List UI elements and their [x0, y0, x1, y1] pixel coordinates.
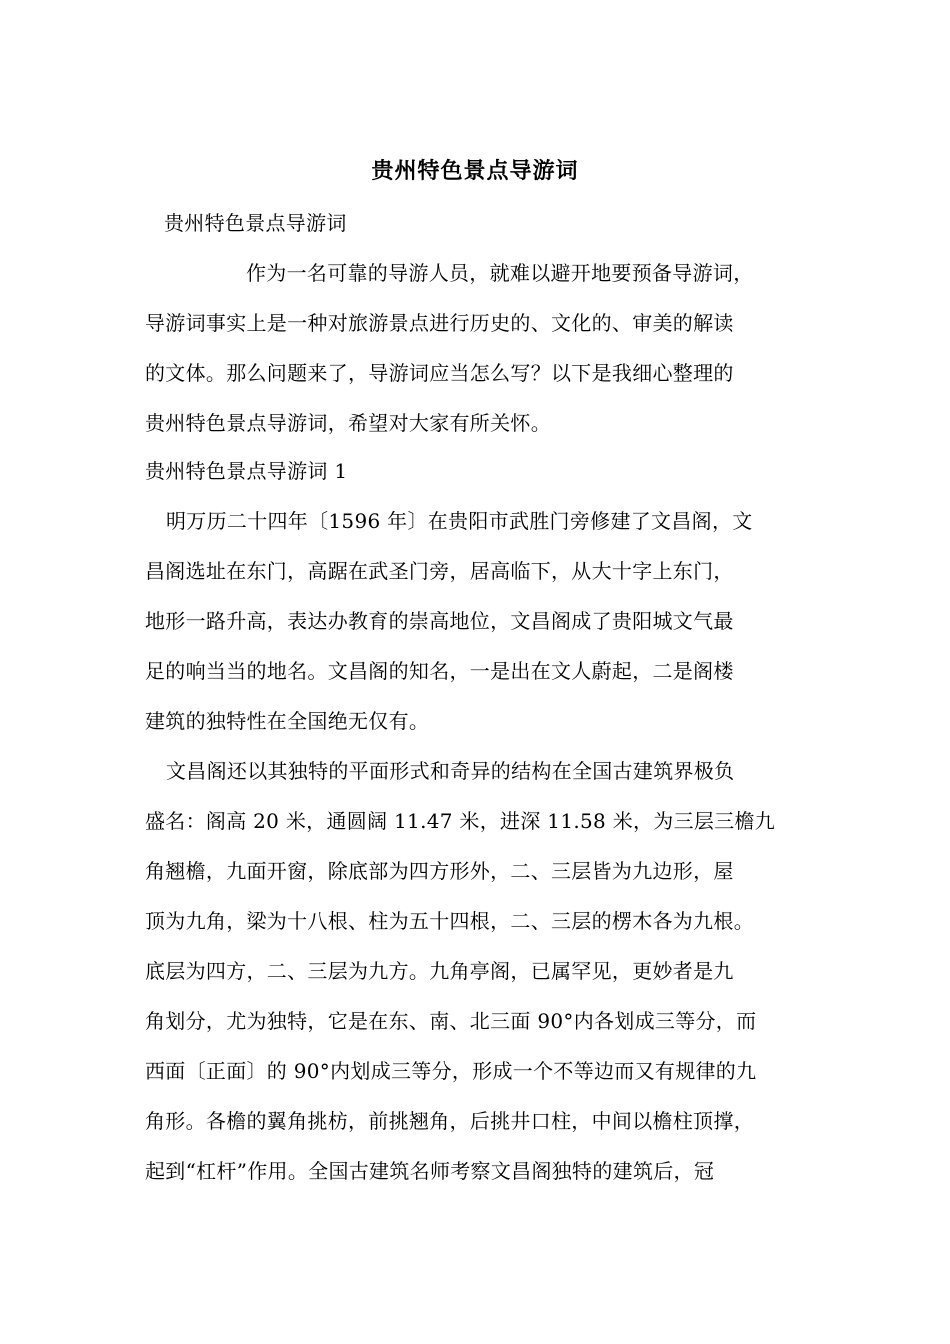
intro-line: 贵州特色景点导游词，希望对大家有所关怀。 [145, 411, 551, 435]
paragraph-line: 盛名：阁高 20 米，通圆阔 11.47 米，进深 11.58 米，为三层三檐九 [145, 809, 776, 833]
paragraph-line: 底层为四方，二、三层为九方。九角亭阁，已属罕见，更妙者是九 [145, 959, 734, 983]
intro-line: 导游词事实上是一种对旅游景点进行历史的、文化的、审美的解读 [145, 311, 734, 335]
paragraph-line: 西面〔正面〕的 90°内划成三等分，形成一个不等边而又有规律的九 [145, 1059, 757, 1083]
paragraph-line: 足的响当当的地名。文昌阁的知名，一是出在文人蔚起，二是阁楼 [145, 659, 734, 683]
document-subtitle: 贵州特色景点导游词 [164, 211, 347, 235]
paragraph-line: 明万历二十四年〔1596 年〕在贵阳市武胜门旁修建了文昌阁，文 [166, 509, 753, 533]
paragraph-line: 地形一路升高，表达办教育的崇高地位，文昌阁成了贵阳城文气最 [145, 609, 734, 633]
paragraph-line: 角划分，尤为独特，它是在东、南、北三面 90°内各划成三等分，而 [145, 1009, 757, 1033]
paragraph-line: 角形。各檐的翼角挑枋，前挑翘角，后挑井口柱，中间以檐柱顶撑， [145, 1109, 754, 1133]
section-heading: 贵州特色景点导游词 1 [145, 459, 348, 483]
paragraph-line: 角翘檐，九面开窗，除底部为四方形外，二、三层皆为九边形，屋 [145, 859, 734, 883]
paragraph-line: 文昌阁还以其独特的平面形式和奇异的结构在全国古建筑界极负 [166, 759, 735, 783]
document-title: 贵州特色景点导游词 [371, 158, 579, 184]
paragraph-line: 顶为九角，梁为十八根、柱为五十四根，二、三层的楞木各为九根。 [145, 909, 754, 933]
paragraph-line: 建筑的独特性在全国绝无仅有。 [145, 709, 430, 733]
intro-line: 的文体。那么问题来了，导游词应当怎么写？以下是我细心整理的 [145, 361, 734, 385]
paragraph-line: 起到“杠杆”作用。全国古建筑名师考察文昌阁独特的建筑后，冠 [145, 1159, 715, 1183]
paragraph-line: 昌阁选址在东门，高踞在武圣门旁，居高临下，从大十字上东门， [145, 559, 734, 583]
intro-line: 作为一名可靠的导游人员，就难以避开地要预备导游词， [246, 261, 754, 285]
